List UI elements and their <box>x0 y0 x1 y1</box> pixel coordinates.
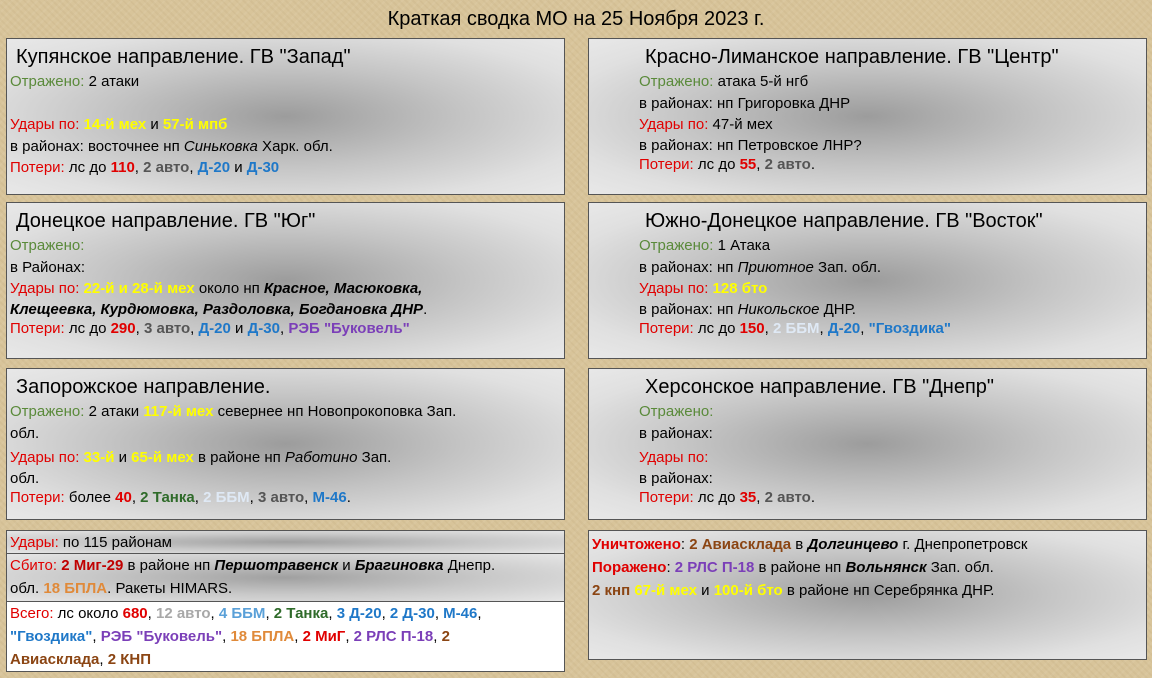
panel-donetsk <box>6 202 565 359</box>
areas-line: в Районах: <box>10 258 85 276</box>
repelled-line: Отражено: 2 атаки <box>10 73 140 90</box>
knp-line: 2 кнп 67-й мех и 100-й бто в районе нп Серебрянка ДНР. <box>592 582 995 599</box>
losses-line: Потери: более 40, 2 Танка, 2 ББМ, 3 авто, М-46. <box>10 488 351 506</box>
repelled-line: Отражено: 2 атаки 117-й мех севернее нп Новопрокоповка Зап. <box>10 403 457 420</box>
strikes-areas-line: в районах: нп Никольское ДНР. <box>639 300 856 318</box>
strikes-line: Удары по: <box>639 449 709 466</box>
panel-title: Херсонское направление. ГВ "Днепр" <box>645 376 995 398</box>
areas-line: в районах: восточнее нп Синьковка Харк. обл. <box>10 137 333 155</box>
losses-line: Потери: лс до 55, 2 авто. <box>639 155 815 173</box>
summary-total-row: Всего: лс около 680, 12 авто, 4 ББМ, 2 Танка, 3 Д-20, 2 Д-30, М-46, "Гвоздика", РЭБ "Буковель", 18 БПЛА, 2 МиГ, 2 РЛС П-18, 2 Авиасклада, 2 КНП <box>6 602 565 672</box>
strikes-areas-line: в районах: <box>639 469 713 487</box>
strikes-line: Удары по: 128 бто <box>639 280 768 297</box>
panel-kherson <box>588 368 1147 520</box>
losses-line: Потери: лс до 150, 2 ББМ, Д-20, "Гвоздика" <box>639 319 951 337</box>
summary-right <box>588 530 1147 660</box>
panel-title: Донецкое направление. ГВ "Юг" <box>16 210 316 232</box>
summary-left <box>6 530 565 672</box>
strikes-places-line: Клещеевка, Курдюмовка, Раздоловка, Богдановка ДНР. <box>10 300 428 318</box>
panel-zaporozhye <box>6 368 565 520</box>
page-title: Краткая сводка МО на 25 Ноября 2023 г. <box>387 8 765 30</box>
panel-krasny-liman <box>588 38 1147 195</box>
repelled-line: Отражено: <box>10 237 85 254</box>
panel-title: Красно-Лиманское направление. ГВ "Центр" <box>645 46 1059 68</box>
summary-strikes-row: Удары: по 115 районам <box>6 530 565 554</box>
panel-title: Купянское направление. ГВ "Запад" <box>16 46 351 68</box>
panel-title: Южно-Донецкое направление. ГВ "Восток" <box>645 210 1043 232</box>
strikes-line-cont: обл. <box>10 469 40 487</box>
repelled-areas-line: в районах: нп Григоровка ДНР <box>639 94 851 112</box>
repelled-line-cont: обл. <box>10 424 40 442</box>
strikes-line: Удары по: 22-й и 28-й мех около нп Красное, Масюковка, <box>10 280 423 297</box>
blank-line <box>10 93 564 115</box>
panel-title: Запорожское направление. <box>16 376 271 398</box>
hit-line: Поражено: 2 РЛС П-18 в районе нп Вольнянск Зап. обл. <box>592 559 994 576</box>
strikes-line: Удары по: 14-й мех и 57-й мпб <box>10 116 228 133</box>
panel-kupyansk <box>6 38 565 195</box>
areas-line: в районах: <box>639 424 713 442</box>
repelled-line: Отражено: <box>639 403 714 420</box>
strikes-line: Удары по: 33-й и 65-й мех в районе нп Работино Зап. <box>10 449 392 466</box>
losses-line: Потери: лс до 290, 3 авто, Д-20 и Д-30, РЭБ "Буковель" <box>10 319 410 337</box>
summary-shot-row: Сбито: 2 Миг-29 в районе нп Першотравенск и Брагиновка Днепр. обл. 18 БПЛА. Ракеты HIMARS. <box>6 554 565 602</box>
strikes-line: Удары по: 47-й мех <box>639 116 773 133</box>
losses-line: Потери: лс до 35, 2 авто. <box>639 488 815 506</box>
repelled-line: Отражено: 1 Атака <box>639 237 771 254</box>
destroyed-line: Уничтожено: 2 Авиасклада в Долгинцево г. Днепропетровск <box>592 536 1028 553</box>
panel-south-donetsk <box>588 202 1147 359</box>
repelled-line: Отражено: атака 5-й нгб <box>639 73 809 90</box>
strikes-areas-line: в районах: нп Петровское ЛНР? <box>639 136 862 154</box>
repelled-areas-line: в районах: нп Приютное Зап. обл. <box>639 258 882 276</box>
losses-line: Потери: лс до 110, 2 авто, Д-20 и Д-30 <box>10 159 280 176</box>
